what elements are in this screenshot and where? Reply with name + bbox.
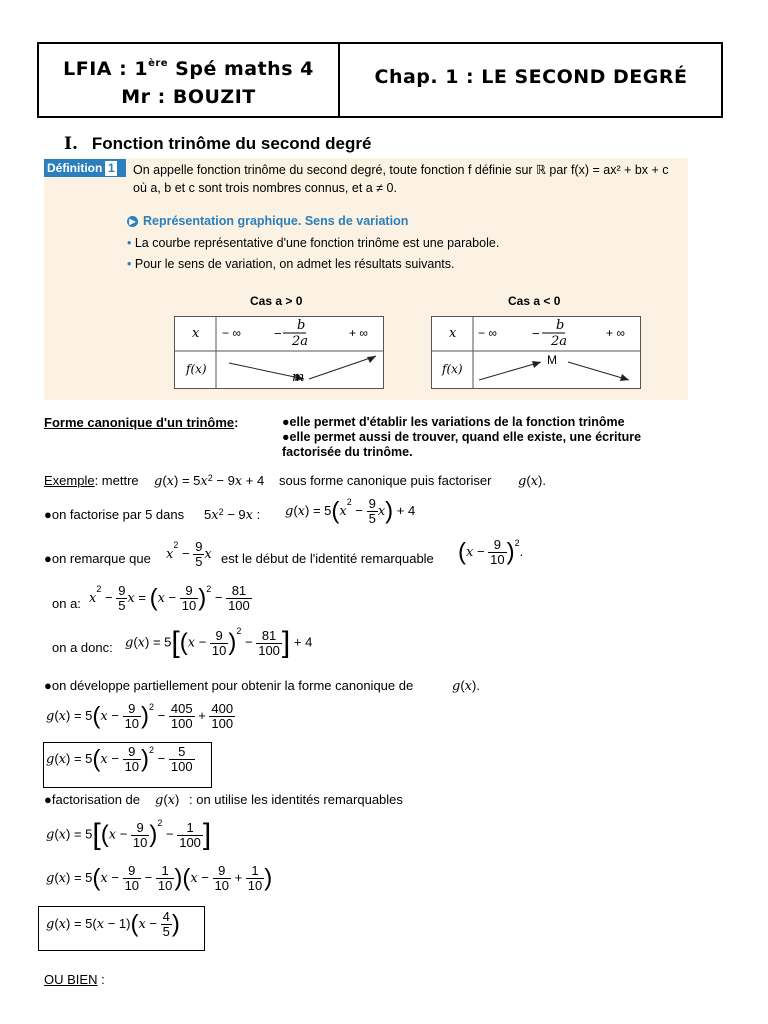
partial-dev-expr: g(x) = 5(x − $\frac{9}{10}$ )$^2$ − $\frac{405}{100}$ + $\frac{400}{100}$ <box>46 701 234 731</box>
bullet-parabola: • La courbe représentative d'une fonction trinôme est une parabole. <box>127 236 500 250</box>
table-pos-x-label: x <box>192 326 200 341</box>
table-pos-fx-label: f(x) <box>186 362 207 376</box>
on-a-donc-label: on a donc: <box>52 640 113 655</box>
table-pos-b: b <box>297 318 306 333</box>
table-pos-plus-inf: + ∞ <box>349 326 368 340</box>
step1-text: ●on factorise par 5 dans <box>44 507 185 522</box>
header-chapter-title: Chap. 1 : LE SECOND DEGRÉ <box>374 66 688 88</box>
step2-text-b: est le début de l'identité remarquable <box>221 551 434 566</box>
canonical-heading: Forme canonique d'un trinôme: <box>44 415 239 430</box>
step1-result: $g(x) = 5(x^2$ − $\frac{9}{5}$ x) + 4 <box>285 496 416 526</box>
factored-form-expr: g(x) = 5(x − 1)(x − $\frac{4}{5}$ ) <box>46 909 180 939</box>
definition-label: Définition 1 <box>44 159 126 177</box>
example-intro2: sous forme canonique puis factoriser <box>279 473 492 488</box>
on-a-label: on a: <box>52 596 81 611</box>
canonical-form-expr: g(x) = 5(x − $\frac{9}{10}$ )$^2$ − $\frac{5}{100}$ <box>46 744 193 774</box>
table-neg-b: b <box>556 318 565 333</box>
table-neg-plus-inf: + ∞ <box>606 326 625 340</box>
step2-identity: (x − $\frac{9}{10}$ )$^2$. <box>458 537 524 567</box>
table-neg-minus: − <box>532 326 540 341</box>
header-teacher-line: Mr : BOUZIT <box>121 86 256 108</box>
step1-expr: $5x^2 - 9x$ : <box>204 507 261 523</box>
header-class-line: LFIA : 1ère Spé maths 4 <box>63 58 314 80</box>
example-g-x: g(x). <box>518 473 546 489</box>
play-icon: ▶ <box>127 216 138 227</box>
step4-text: ●factorisation de <box>44 792 141 807</box>
table-pos-min: m <box>292 370 305 385</box>
step3-text: ●on développe partiellement pour obtenir la forme canonique de <box>44 678 414 693</box>
on-a-donc-expr: g(x) = 5[(x − $\frac{9}{10}$ )$^2$ − $\frac{81}{100}$ ] + 4 <box>125 626 313 659</box>
table-neg-fx-label: f(x) <box>442 362 463 376</box>
representation-title: ▶ Représentation graphique. Sens de variation <box>127 214 408 228</box>
table-pos-minus: − <box>274 326 282 341</box>
section-title: I. Fonction trinôme du second degré <box>64 134 372 154</box>
canonical-points: ●elle permet d'établir les variations de la fonction trinôme ●elle permet aussi de trouver, quand elle existe, une écriture factorisée du trinôme. <box>282 415 642 459</box>
table-neg-x-label: x <box>449 326 457 341</box>
step2-expr: $x^2$ − $\frac{9}{5}$ x <box>166 539 212 569</box>
step4-g: g(x) <box>155 792 180 808</box>
factor-step1-expr: g(x) = 5[(x − $\frac{9}{10}$ )$^2$ − $\frac{1}{100}$ ] <box>46 818 212 851</box>
factor-step2-expr: g(x) = 5(x − $\frac{9}{10}$ − $\frac{1}{10}$ )(x − $\frac{9}{10}$ + $\frac{1}{10}$ ) <box>46 863 273 893</box>
table-pos-minus-inf: − ∞ <box>222 326 241 340</box>
on-a-expr: $x^2$ − $\frac{9}{5}$ x = (x − $\frac{9}{10}$ )$^2$ − $\frac{81}{100}$ <box>89 583 250 613</box>
definition-text: On appelle fonction trinôme du second degré, toute fonction f définie sur ℝ par f(x) = ax² + bx + c où a, b et c sont trois nombres connus, et a ≠ 0. <box>133 163 669 195</box>
header-box <box>37 42 723 118</box>
table-pos-2a: 2a <box>292 334 309 349</box>
table-neg-2a: 2a <box>551 334 568 349</box>
case-negative-label: Cas a < 0 <box>508 294 561 308</box>
ou-bien-label: OU BIEN : <box>44 972 105 987</box>
table-neg-max: M <box>547 353 557 367</box>
case-positive-label: Cas a > 0 <box>250 294 303 308</box>
step4-text-b: : on utilise les identités remarquables <box>189 792 403 807</box>
header-left <box>39 50 338 111</box>
step3-g: g(x). <box>452 678 480 694</box>
step2-text-a: ●on remarque que <box>44 551 151 566</box>
bullet-variation: • Pour le sens de variation, on admet les résultats suivants. <box>127 257 455 271</box>
example-intro: Exemple: mettre <box>44 473 139 488</box>
table-neg-minus-inf: − ∞ <box>478 326 497 340</box>
example-g-definition: $g(x) = 5x^2 - 9x + 4$ <box>154 473 265 489</box>
